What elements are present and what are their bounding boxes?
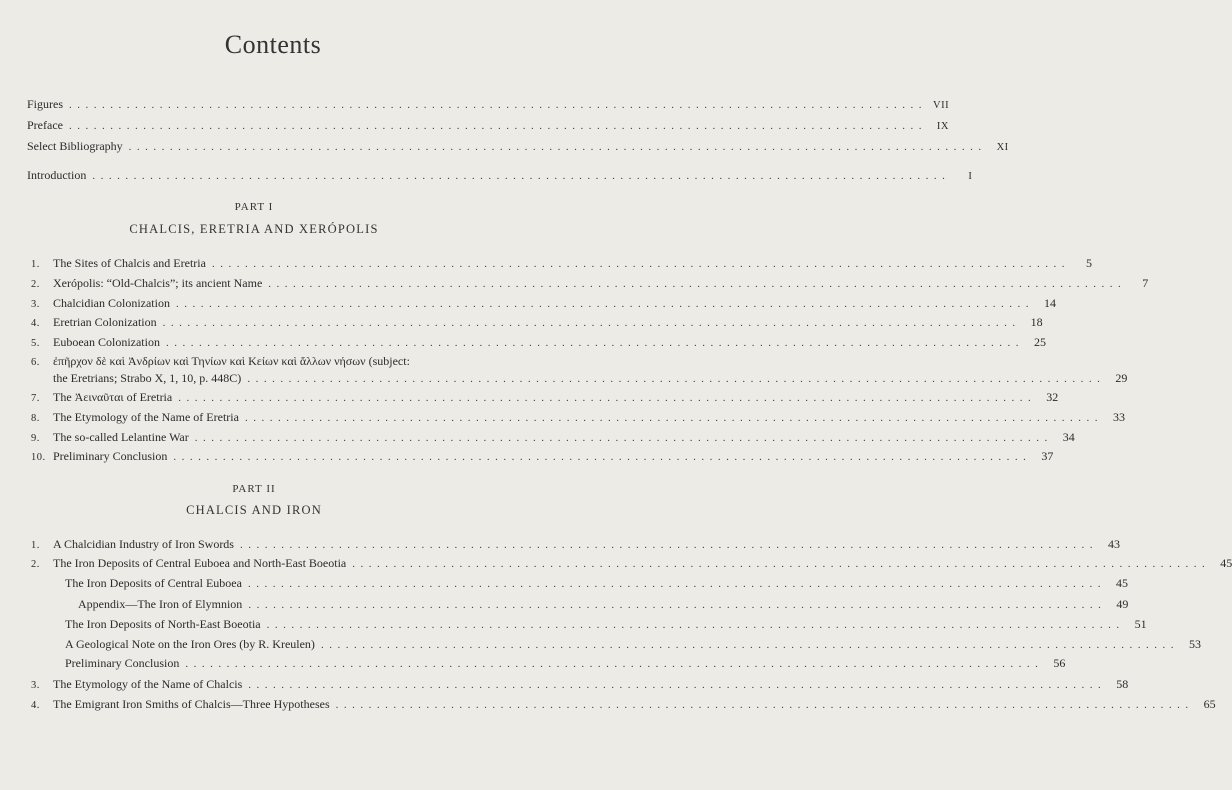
toc-label: The Iron Deposits of Central Euboea and North-East Boeotia	[53, 556, 347, 570]
toc-label: The Emigrant Iron Smiths of Chalcis—Three Hypotheses	[53, 697, 330, 711]
leader-dots: ........................................................................................................	[320, 639, 1179, 651]
toc-row-sub[interactable]	[65, 656, 1066, 670]
toc-row-sub[interactable]	[65, 637, 1201, 651]
toc-label: The Etymology of the Name of Eretria	[53, 410, 239, 424]
leader-dots: ........................................................................................................	[211, 258, 1070, 270]
toc-page: 45	[1115, 576, 1128, 590]
toc-page: 18	[1030, 315, 1043, 329]
toc-label: The Ἀειναῦται of Eretria	[53, 390, 173, 404]
toc-page: 34	[1062, 430, 1075, 444]
leader-dots: ........................................................................................................	[128, 141, 987, 153]
toc-label-line2: the Eretrians; Strabo X, 1, 10, p. 448C)	[53, 371, 242, 385]
toc-label: A Chalcidian Industry of Iron Swords	[53, 537, 234, 551]
toc-label: Chalcidian Colonization	[53, 296, 170, 310]
toc-page: 5	[1085, 256, 1092, 270]
toc-label: The Etymology of the Name of Chalcis	[53, 677, 243, 691]
toc-row[interactable]	[31, 430, 1075, 444]
toc-number: 8.	[31, 413, 40, 424]
toc-number: 9.	[31, 433, 40, 444]
toc-label: Select Bibliography	[27, 139, 123, 153]
toc-number: 2.	[31, 559, 40, 570]
toc-number: 10.	[31, 452, 46, 463]
toc-page: 7	[1142, 276, 1149, 290]
toc-row[interactable]	[31, 537, 1120, 551]
toc-row-sub[interactable]	[78, 597, 1129, 611]
toc-page: 58	[1116, 677, 1129, 691]
toc-row[interactable]	[31, 296, 1056, 310]
toc-row[interactable]	[31, 697, 1216, 711]
leader-dots: ........................................................................................................	[247, 578, 1106, 590]
toc-number: 1.	[31, 259, 40, 270]
toc-row[interactable]	[31, 256, 1092, 270]
toc-label: Introduction	[27, 168, 87, 182]
toc-label: Eretrian Colonization	[53, 315, 157, 329]
toc-number: 2.	[31, 279, 40, 290]
leader-dots: ........................................................................................................	[248, 599, 1107, 611]
toc-label: A Geological Note on the Iron Ores (by R. Kreulen)	[65, 637, 315, 651]
toc-row-greek-line2[interactable]	[53, 371, 1128, 385]
toc-number: 4.	[31, 700, 40, 711]
toc-page: 49	[1116, 597, 1129, 611]
toc-page: 33	[1112, 410, 1125, 424]
toc-row[interactable]	[31, 315, 1043, 329]
toc-row[interactable]	[31, 276, 1149, 290]
toc-number: 4.	[31, 318, 40, 329]
part-2-title: CHALCIS AND IRON	[186, 503, 322, 517]
leader-dots: ........................................................................................................	[239, 539, 1098, 551]
part-1-label: PART I	[234, 201, 274, 213]
leader-dots: ........................................................................................................	[68, 120, 927, 132]
toc-page: 56	[1053, 656, 1066, 670]
toc-page: 29	[1115, 371, 1128, 385]
toc-row-select-bibliography[interactable]	[27, 139, 1009, 153]
toc-row-introduction[interactable]	[27, 168, 973, 182]
leader-dots: ........................................................................................................	[335, 699, 1194, 711]
toc-row[interactable]	[31, 335, 1046, 349]
leader-dots: ........................................................................................................	[173, 451, 1032, 463]
toc-row-sub[interactable]	[65, 576, 1128, 590]
toc-label: The Iron Deposits of Central Euboea	[65, 576, 242, 590]
toc-label: Preliminary Conclusion	[53, 449, 168, 463]
toc-page: 32	[1046, 390, 1059, 404]
toc-label: The so-called Lelantine War	[53, 430, 189, 444]
toc-row[interactable]	[31, 449, 1054, 463]
toc-page: 45	[1220, 556, 1232, 570]
toc-page: XI	[996, 142, 1009, 153]
leader-dots: ........................................................................................................	[185, 658, 1044, 670]
toc-label: Preface	[27, 118, 63, 132]
leader-dots: ........................................................................................................	[92, 170, 951, 182]
toc-number: 7.	[31, 393, 40, 404]
toc-page: 53	[1188, 637, 1201, 651]
toc-page: 43	[1107, 537, 1120, 551]
toc-label: Xerópolis: “Old-Chalcis”; its ancient Name	[53, 276, 263, 290]
leader-dots: ........................................................................................................	[248, 679, 1107, 691]
toc-page: VII	[933, 100, 950, 111]
leader-dots: ........................................................................................................	[194, 432, 1053, 444]
toc-row-preface[interactable]	[27, 118, 949, 132]
toc-row-sub[interactable]	[65, 617, 1147, 631]
toc-label: The Sites of Chalcis and Eretria	[53, 256, 206, 270]
leader-dots: ........................................................................................................	[268, 278, 1127, 290]
toc-number: 5.	[31, 338, 40, 349]
toc-row-figures[interactable]	[27, 97, 950, 111]
toc-page: 25	[1033, 335, 1046, 349]
toc-number: 3.	[31, 680, 40, 691]
toc-page: 65	[1203, 697, 1216, 711]
leader-dots: ........................................................................................................	[175, 298, 1034, 310]
toc-label: Preliminary Conclusion	[65, 656, 180, 670]
toc-page: IX	[936, 121, 949, 132]
toc-label: Euboean Colonization	[53, 335, 160, 349]
toc-row-greek-line1[interactable]	[31, 354, 410, 370]
page-title: Contents	[224, 30, 322, 59]
leader-dots: ........................................................................................................	[178, 392, 1037, 404]
toc-number: 6.	[31, 357, 40, 368]
toc-row[interactable]	[31, 677, 1129, 691]
toc-page: 51	[1134, 617, 1147, 631]
leader-dots: ........................................................................................................	[266, 619, 1125, 631]
part-1-title: CHALCIS, ERETRIA AND XERÓPOLIS	[129, 222, 379, 236]
leader-dots: ........................................................................................................	[162, 317, 1021, 329]
leader-dots: ........................................................................................................	[244, 412, 1103, 424]
toc-row[interactable]	[31, 556, 1232, 570]
leader-dots: ........................................................................................................	[165, 337, 1024, 349]
toc-page: 37	[1041, 449, 1054, 463]
leader-dots: ........................................................................................................	[69, 99, 927, 111]
toc-row[interactable]	[31, 410, 1125, 424]
toc-number: 3.	[31, 299, 40, 310]
toc-label: The Iron Deposits of North-East Boeotia	[65, 617, 261, 631]
toc-number: 1.	[31, 540, 40, 551]
toc-row[interactable]	[31, 390, 1059, 404]
leader-dots: ........................................................................................................	[352, 558, 1211, 570]
part-2-label: PART II	[232, 483, 276, 495]
toc-page: 14	[1043, 296, 1056, 310]
leader-dots: ........................................................................................................	[247, 373, 1106, 385]
toc-page: I	[968, 171, 973, 182]
toc-label-line1: ἐπῆρχον δὲ καὶ Ἀνδρίων καὶ Τηνίων καὶ Κείων καὶ ἄλλων νήσων (subject:	[53, 354, 410, 368]
toc-label: Appendix—The Iron of Elymnion	[78, 597, 243, 611]
toc-label: Figures	[27, 97, 63, 111]
